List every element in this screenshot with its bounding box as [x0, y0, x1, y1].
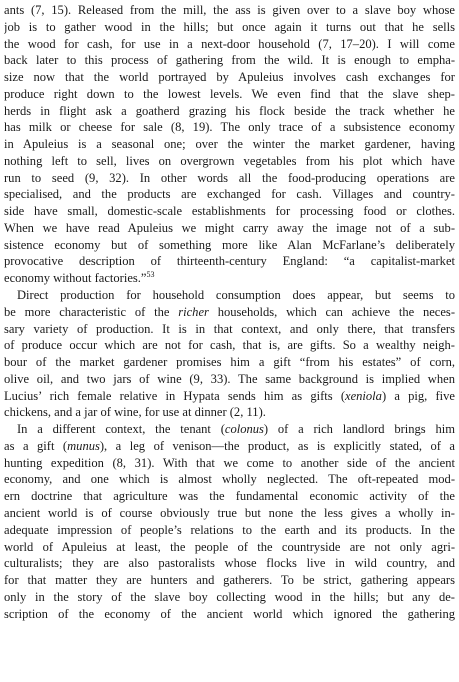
document-page: [4, 2, 455, 680]
text-line: Direct production for household consumption does appear, but seems to: [17, 288, 455, 303]
text-line: back later to this process of gathering from the wild. It is enough to empha-: [4, 53, 455, 68]
paragraph-1: [4, 2, 455, 287]
text-line: In a different context, the tenant (colonus) of a rich landlord brings him: [17, 422, 455, 437]
paragraph-3: [4, 421, 455, 622]
text-line: bour of the market gardener promises him a gift “from his estates” of corn,: [4, 355, 455, 370]
text-line: When we have read Apuleius we might carry away the image not of a sub-: [4, 220, 455, 235]
paragraph-2: [4, 287, 455, 421]
text-line: sistence economy but of something more like Alan McFarlane’s deliberately: [4, 237, 455, 252]
text-line: culturalists; they are also pastoralists whose flocks live in wild country, and: [4, 556, 455, 571]
text-line: chickens, and a jar of wine, for use at dinner (2, 11).: [4, 405, 266, 420]
text-line: as a gift (munus), a leg of venison—the product, as is explicitly stated, of a: [4, 438, 455, 453]
text-line: economy without factories.”$^{53}$: [4, 270, 155, 286]
text-line: size now that the world portrayed by Apuleius involves cash exchanges for: [4, 70, 455, 85]
text-line: job is to gather wood in the hills; but once again it turns out that he sells: [4, 19, 455, 34]
text-line: provocative description of thirteenth-century England: “a capitalist-market: [4, 254, 455, 269]
text-line: side have small, domestic-scale establishments for processing food or clothes.: [4, 204, 455, 219]
text-line: in Apuleius is a seasonal one; over the winter the market gardener, having: [4, 137, 455, 152]
text-line: of produce occur which are not for cash, that is, are gifts. So a wealthy neigh-: [4, 338, 455, 353]
text-line: only in the story of the slave boy collecting wood in the hills; but any de-: [4, 589, 455, 604]
text-line: sary variety of production. It is in that context, and only there, that transfers: [4, 321, 455, 336]
text-line: run to seed (9, 32). In other words all the food-producing operations are: [4, 170, 455, 185]
text-line: scription of the economy of the ancient world which ignored the gathering: [4, 606, 455, 621]
text-line: olive oil, and two jars of wine (9, 33). The same background is implied when: [4, 371, 455, 386]
text-line: has milk or cheese for sale (8, 19). The only trace of a subsistence economy: [4, 120, 455, 135]
text-line: be more characteristic of the richer households, which can achieve the neces-: [4, 304, 455, 319]
text-line: Lucius’ rich female relative in Hypata sends him as gifts (xeniola) a pig, five: [4, 388, 455, 403]
text-line: the wood for cash, for use in a next-door household (7, 17–20). I will come: [4, 36, 455, 51]
text-line: produce right down to the lowest levels. We even find that the slave shep-: [4, 86, 455, 101]
text-line: adequate impression of people’s relations to the earth and its products. In the: [4, 522, 455, 537]
text-line: world of Apuleius at least, the people of the countryside are not only agri-: [4, 539, 455, 554]
text-line: nothing left to sell, lives on overgrown vegetables from his plot which have: [4, 153, 455, 168]
text-line: specialised, and the products are exchanged for cash. Villages and country-: [4, 187, 455, 202]
text-line: hunting expedition (8, 31). With that we come to another side of the ancient: [4, 455, 455, 470]
text-line: for that matter they are hunters and gatherers. To be strict, gathering appears: [4, 573, 455, 588]
text-line: ancient world is of course obviously true but none the less gives a wholly in-: [4, 505, 455, 520]
text-line: economy, and one which is almost wholly neglected. The oft-repeated mod-: [4, 472, 455, 487]
text-line: ern doctrine that agriculture was the fundamental economic activity of the: [4, 489, 455, 504]
text-line: herds in flight ask a goatherd grazing his flock beside the track whether he: [4, 103, 455, 118]
text-line: ants (7, 15). Released from the mill, the ass is given over to a slave boy whose: [4, 3, 455, 17]
